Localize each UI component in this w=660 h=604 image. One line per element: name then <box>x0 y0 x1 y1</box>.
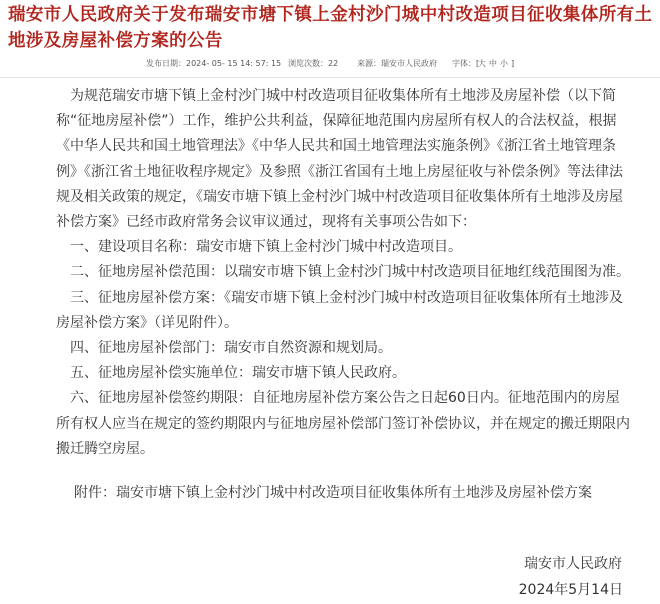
item-signing-deadline: 六、征地房屋补偿签约期限：自征地房屋补偿方案公告之日起60日内。征地范围内的房屋所有权人应当在规定的签约期限内与征地房屋补偿部门签订补偿协议，并在规定的搬迁期限内搬迁腾空房屋。 <box>56 390 630 457</box>
publish-time: 发布日期：2024- 05- 15 14: 57: 15 <box>146 59 282 68</box>
item-compensation-scope: 二、征地房屋补偿范围：以瑞安市塘下镇上金村沙门城中村改造项目征地红线范围图为准。 <box>70 264 630 281</box>
view-count: 浏览次数：22 <box>288 59 339 68</box>
item-compensation-department: 四、征地房屋补偿部门：瑞安市自然资源和规划局。 <box>70 340 392 357</box>
font-size-medium-button[interactable]: 中 <box>489 59 497 68</box>
item-implementing-unit: 五、征地房屋补偿实施单位：瑞安市塘下镇人民政府。 <box>70 365 406 382</box>
page-title: 瑞安市人民政府关于发布瑞安市塘下镇上金村沙门城中村改造项目征收集体所有土地涉及房屋补偿方案的公告 <box>8 5 653 51</box>
signature-date: 2024年5月14日 <box>518 582 623 598</box>
item-project-name: 一、建设项目名称：瑞安市塘下镇上金村沙门城中村改造项目。 <box>70 239 462 256</box>
font-size-large-button[interactable]: 大 <box>478 59 486 68</box>
intro-paragraph: 为规范瑞安市塘下镇上金村沙门城中村改造项目征收集体所有土地涉及房屋补偿（以下简称“征地房屋补偿”）工作，维护公共利益，保障征地范围内房屋所有权人的合法权益，根据《中华人民共和国土地管理法》《中华人民共和国土地管理法实施条例》《浙江省土地管理条例》《浙江省土地征收程序规定》及参照《浙江省国有土地上房屋征收与补偿条例》等法律法规及相关政策的规定，《瑞安市塘下镇上金村沙门城中村改造项目征收集体所有土地涉及房屋补偿方案》已经市政府常务会议审议通过，现将有关事项公告如下： <box>56 88 623 231</box>
meta-divider <box>0 77 660 78</box>
attachment-link[interactable]: 附件：瑞安市塘下镇上金村沙门城中村改造项目征收集体所有土地涉及房屋补偿方案 <box>74 485 592 501</box>
article-source: 来源：瑞安市人民政府 <box>357 59 437 68</box>
font-size-small-button[interactable]: 小 <box>500 59 508 68</box>
article-meta-bar <box>0 55 660 73</box>
font-size-close-bracket: ] <box>511 59 515 68</box>
article-body <box>56 84 632 462</box>
item-compensation-plan: 三、征地房屋补偿方案：《瑞安市塘下镇上金村沙门城中村改造项目征收集体所有土地涉及房屋补偿方案》（详见附件）。 <box>56 289 623 331</box>
font-size-label: 字体：[ <box>452 59 480 68</box>
signature-organization: 瑞安市人民政府 <box>524 556 622 572</box>
